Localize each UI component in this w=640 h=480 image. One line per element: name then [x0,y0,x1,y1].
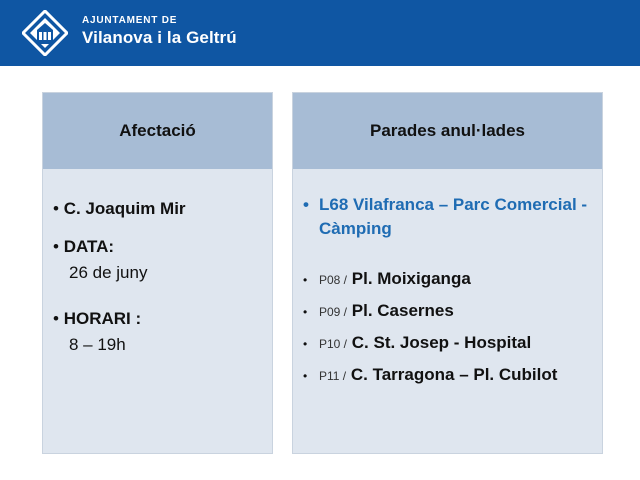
stop-item [303,299,593,324]
bullet-icon: • [303,195,309,214]
stop-code: P08 / [319,273,348,287]
bus-line-label: L68 Vilafranca – Parc Comercial - Càmping [319,195,588,238]
bus-line [303,193,588,241]
bullet-icon: • [303,337,308,351]
list-item [53,237,147,283]
list-item [53,309,141,355]
bullet-icon: • [303,369,308,383]
cancelled-stops-card-title: Parades anul·lades [293,93,602,169]
stop-name: C. St. Josep - Hospital [351,333,532,352]
bullet-icon: • [53,309,59,328]
municipal-logo-icon [22,10,68,56]
bullet-icon: • [53,199,59,218]
stop-code: P10 / [319,337,348,351]
date-label: DATA: [63,237,115,256]
bullet-icon: • [53,237,59,256]
stop-code: P09 / [319,305,348,319]
organization-name [82,15,237,48]
organization-line-2: Vilanova i la Geltrú [82,28,237,47]
organization-line-1: AJUNTAMENT DE [82,15,178,26]
list-item [53,199,186,219]
stop-item [303,363,593,388]
street-label: C. Joaquim Mir [63,199,186,218]
date-value: 26 de juny [69,263,148,282]
affectation-card [42,92,273,454]
top-banner [0,0,640,66]
stop-name: C. Tarragona – Pl. Cubilot [350,365,558,384]
stop-item [303,331,593,356]
bullet-icon: • [303,305,308,319]
schedule-label: HORARI : [63,309,142,328]
affectation-card-title: Afectació [43,93,272,169]
stop-code: P11 / [319,369,347,383]
stop-name: Pl. Casernes [351,301,454,320]
cancelled-stops-card [292,92,603,454]
stop-item [303,267,593,292]
schedule-value: 8 – 19h [69,335,126,354]
bullet-icon: • [303,273,308,287]
stop-name: Pl. Moixiganga [351,269,471,288]
